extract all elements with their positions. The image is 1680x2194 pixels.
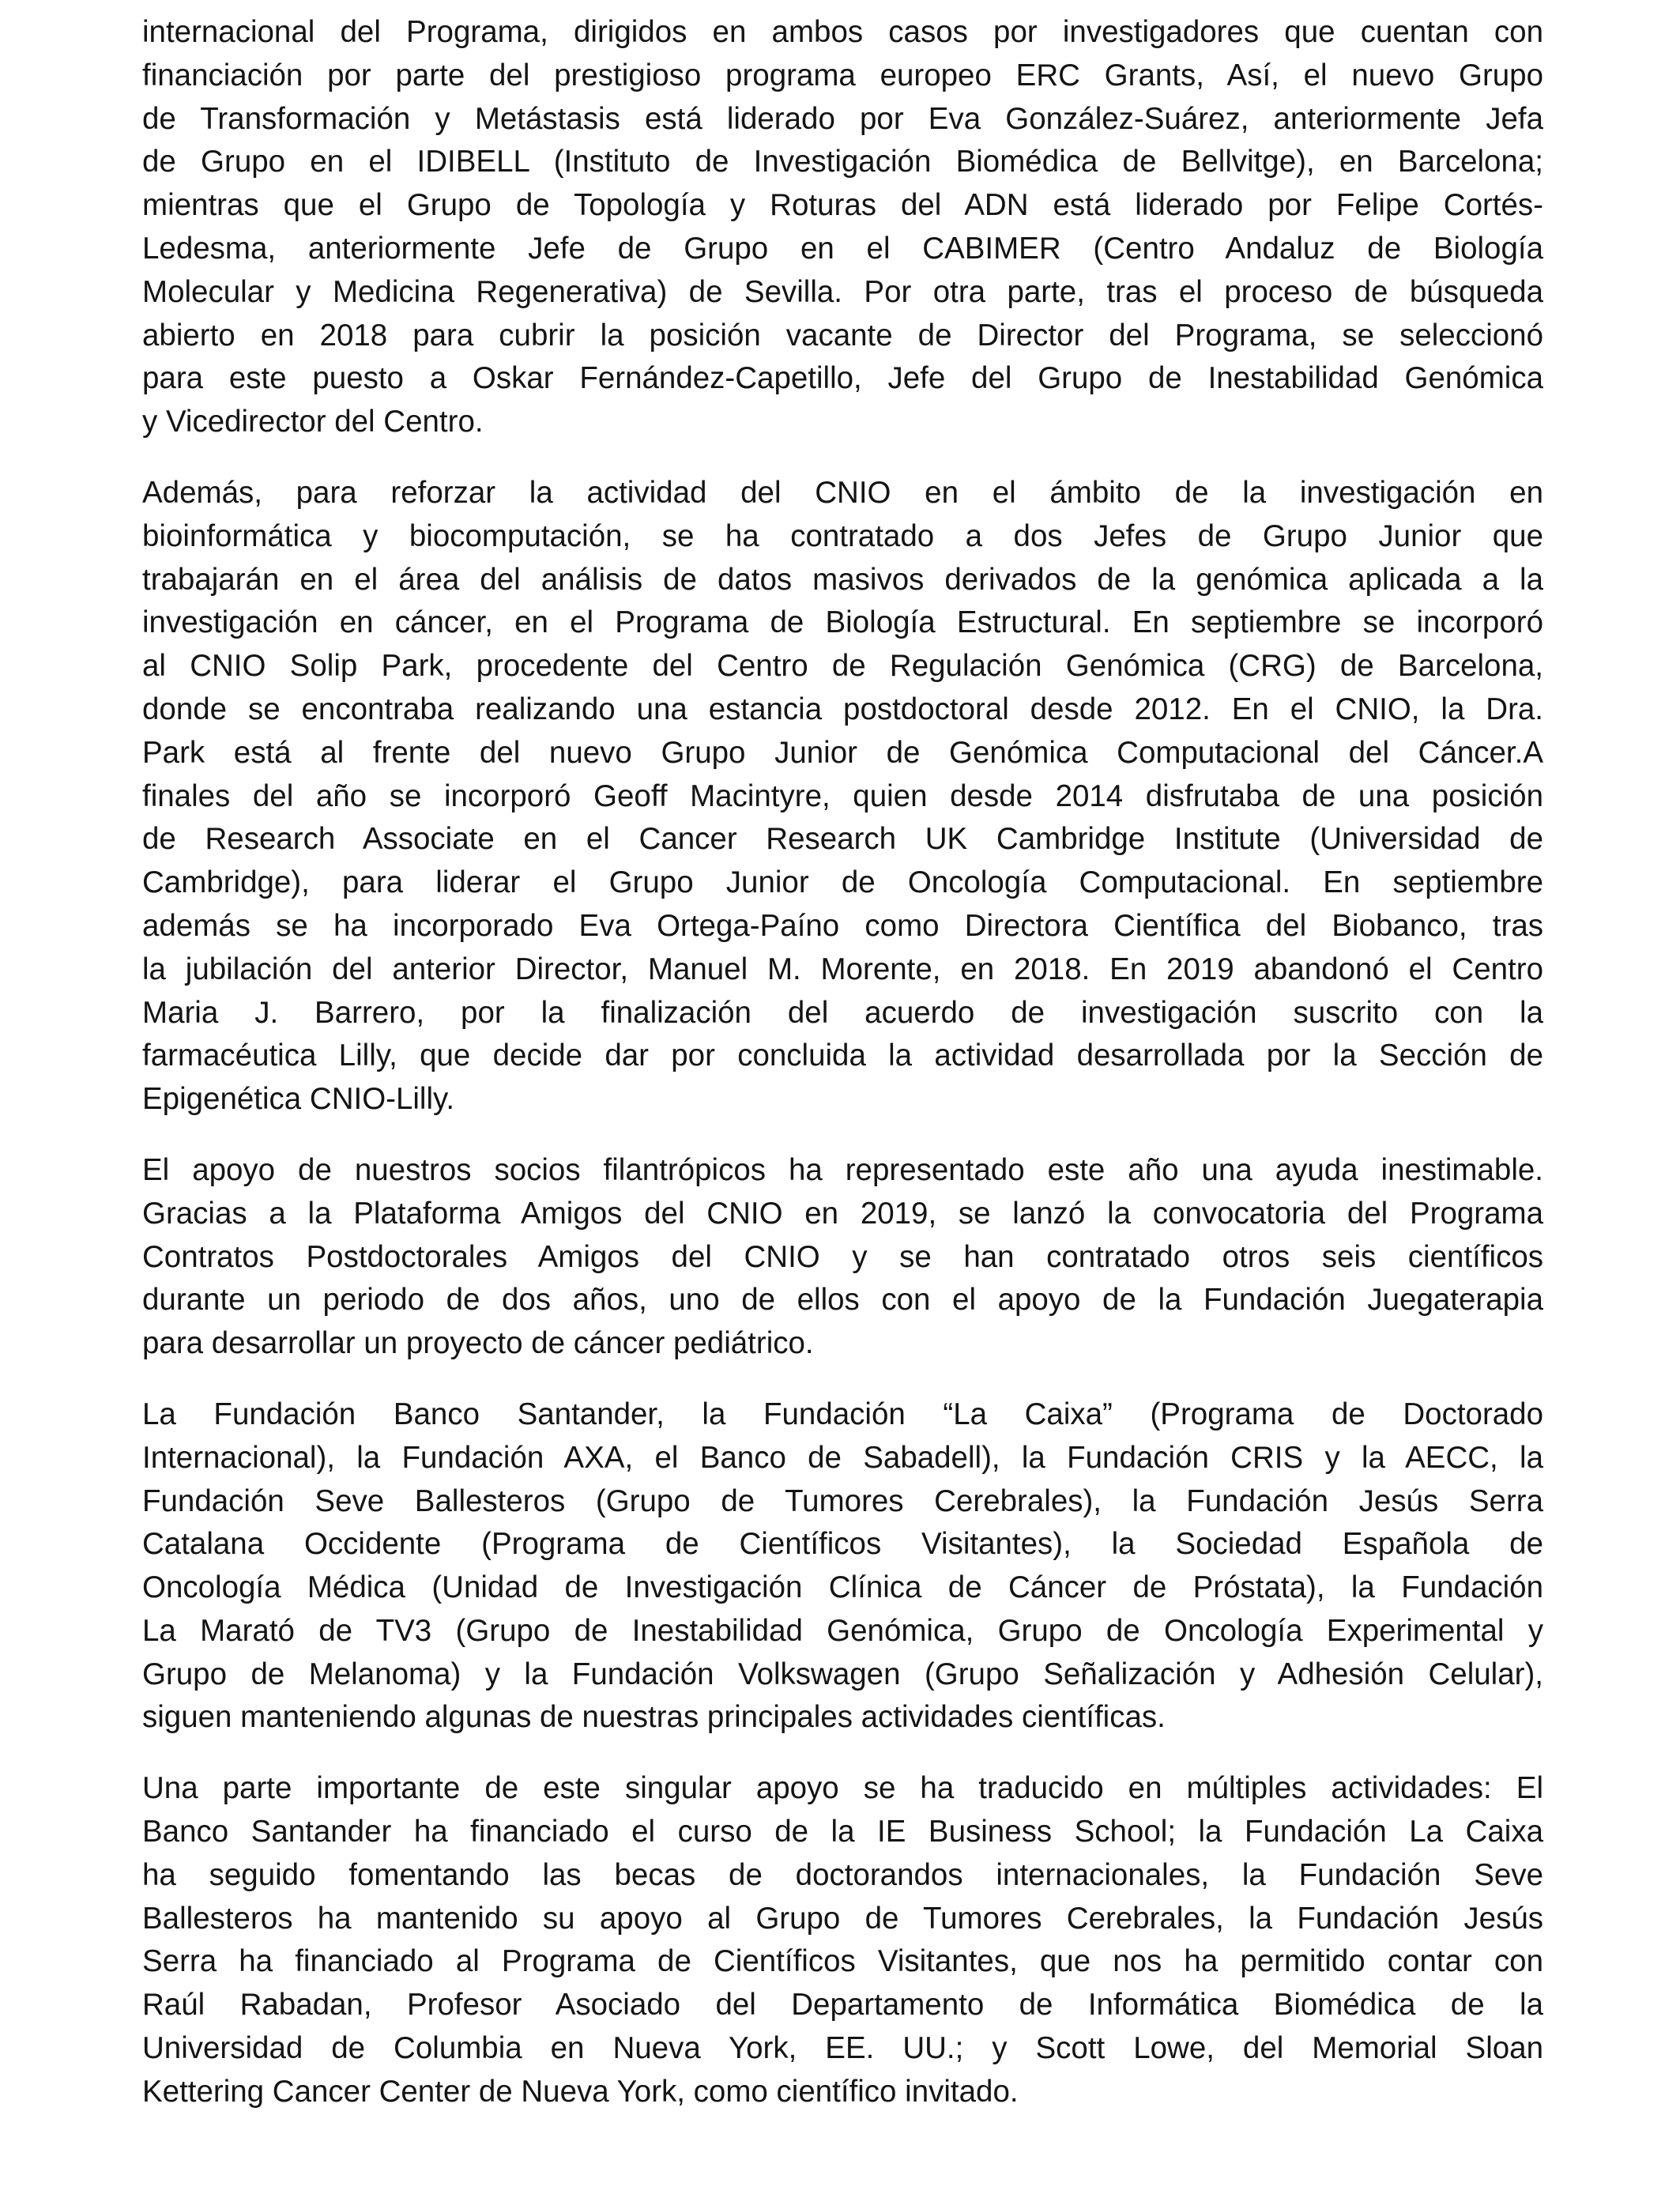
text-line: Park está al frente del nuevo Grupo Junior de Genómica Computacional del Cáncer.A [142,735,1543,770]
text-line: y Vicedirector del Centro. [142,405,484,439]
text-line: El apoyo de nuestros socios filantrópicos ha representado este año una ayuda inestimable. [142,1152,1543,1187]
paragraph-spacer [142,1740,1543,1767]
text-line: Universidad de Columbia en Nueva York, EE. UU.; y Scott Lowe, del Memorial Sloan [142,2031,1543,2066]
text-line: durante un periodo de dos años, uno de ellos con el apoyo de la Fundación Juegaterapia [142,1283,1543,1318]
text-line: financiación por parte del prestigioso programa europeo ERC Grants, Así, el nuevo Grupo [142,58,1543,92]
text-line: Gracias a la Plataforma Amigos del CNIO en 2019, se lanzó la convocatoria del Programa [142,1196,1543,1231]
text-line: Kettering Cancer Center de Nueva York, como científico invitado. [142,2074,1019,2109]
text-line: mientras que el Grupo de Topología y Roturas del ADN está liderado por Felipe Cortés- [142,188,1543,223]
text-line: farmacéutica Lilly, que decide dar por concluida la actividad desarrollada por la Sección de [142,1039,1543,1073]
text-line: ha seguido fomentando las becas de doctorandos internacionales, la Fundación Seve [142,1857,1543,1892]
text-line: Molecular y Medicina Regenerativa) de Sevilla. Por otra parte, tras el proceso de búsqueda [142,274,1543,309]
text-line: Ledesma, anteriormente Jefe de Grupo en el CABIMER (Centro Andaluz de Biología [142,231,1543,266]
paragraph-fundaciones [142,1393,1543,1740]
text-line: además se ha incorporado Eva Ortega-Paíno como Directora Científica del Biobanco, tras [142,908,1543,943]
paragraph-spacer [142,444,1543,472]
paragraph-programa-directores [142,11,1543,444]
text-line: La Marató de TV3 (Grupo de Inestabilidad Genómica, Grupo de Oncología Experimental y [142,1613,1543,1648]
paragraph-bioinformatica [142,472,1543,1122]
text-line: Fundación Seve Ballesteros (Grupo de Tumores Cerebrales), la Fundación Jesús Serra [142,1483,1543,1518]
text-line: finales del año se incorporó Geoff Macintyre, quien desde 2014 disfrutaba de una posición [142,778,1543,813]
text-line: internacional del Programa, dirigidos en ambos casos por investigadores que cuentan con [142,15,1543,49]
text-line: Además, para reforzar la actividad del CNIO en el ámbito de la investigación en [142,475,1543,510]
text-line: Una parte importante de este singular apoyo se ha traducido en múltiples actividades: El [142,1771,1543,1806]
text-line: donde se encontraba realizando una estancia postdoctoral desde 2012. En el CNIO, la Dra. [142,692,1543,726]
paragraph-socios-filantropicos [142,1149,1543,1366]
text-line: Raúl Rabadan, Profesor Asociado del Departamento de Informática Biomédica de la [142,1988,1543,2022]
text-line: investigación en cáncer, en el Programa de Biología Estructural. En septiembre se incorporó [142,605,1543,640]
text-line: la jubilación del anterior Director, Manuel M. Morente, en 2018. En 2019 abandonó el Centro [142,952,1543,986]
text-line: Internacional), la Fundación AXA, el Banco de Sabadell), la Fundación CRIS y la AECC, la [142,1440,1543,1475]
text-line: Serra ha financiado al Programa de Científicos Visitantes, que nos ha permitido contar con [142,1944,1543,1979]
text-line: Cambridge), para liderar el Grupo Junior de Oncología Computacional. En septiembre [142,865,1543,900]
text-line: Catalana Occidente (Programa de Científicos Visitantes), la Sociedad Española de [142,1527,1543,1562]
paragraph-spacer [142,1366,1543,1393]
document-page [142,11,1543,2177]
text-line: al CNIO Solip Park, procedente del Centro de Regulación Genómica (CRG) de Barcelona, [142,649,1543,684]
text-line: La Fundación Banco Santander, la Fundación “La Caixa” (Programa de Doctorado [142,1397,1543,1431]
text-line: de Grupo en el IDIBELL (Instituto de Investigación Biomédica de Bellvitge), en Barcelona; [142,145,1543,179]
text-line: Epigenética CNIO-Lilly. [142,1082,455,1117]
text-line: trabajarán en el área del análisis de datos masivos derivados de la genómica aplicada a la [142,562,1543,597]
text-line: bioinformática y biocomputación, se ha contratado a dos Jefes de Grupo Junior que [142,518,1543,553]
text-line: de Research Associate en el Cancer Research UK Cambridge Institute (Universidad de [142,822,1543,857]
text-line: Grupo de Melanoma) y la Fundación Volkswagen (Grupo Señalización y Adhesión Celular), [142,1657,1543,1691]
text-line: Contratos Postdoctorales Amigos del CNIO y se han contratado otros seis científicos [142,1239,1543,1274]
text-line: para este puesto a Oskar Fernández-Capetillo, Jefe del Grupo de Inestabilidad Genómica [142,361,1543,396]
paragraph-actividades [142,1767,1543,2113]
text-line: para desarrollar un proyecto de cáncer pediátrico. [142,1326,814,1361]
text-line: Oncología Médica (Unidad de Investigación Clínica de Cáncer de Próstata), la Fundación [142,1570,1543,1605]
text-line: Banco Santander ha financiado el curso de la IE Business School; la Fundación La Caixa [142,1815,1543,1849]
text-line: de Transformación y Metástasis está liderado por Eva González-Suárez, anteriormente Jefa [142,101,1543,136]
text-line: Ballesteros ha mantenido su apoyo al Grupo de Tumores Cerebrales, la Fundación Jesús [142,1901,1543,1936]
text-line: siguen manteniendo algunas de nuestras principales actividades científicas. [142,1700,1166,1735]
text-line: Maria J. Barrero, por la finalización del acuerdo de investigación suscrito con la [142,995,1543,1030]
paragraph-spacer [142,1122,1543,1149]
text-line: abierto en 2018 para cubrir la posición vacante de Director del Programa, se seleccionó [142,318,1543,352]
